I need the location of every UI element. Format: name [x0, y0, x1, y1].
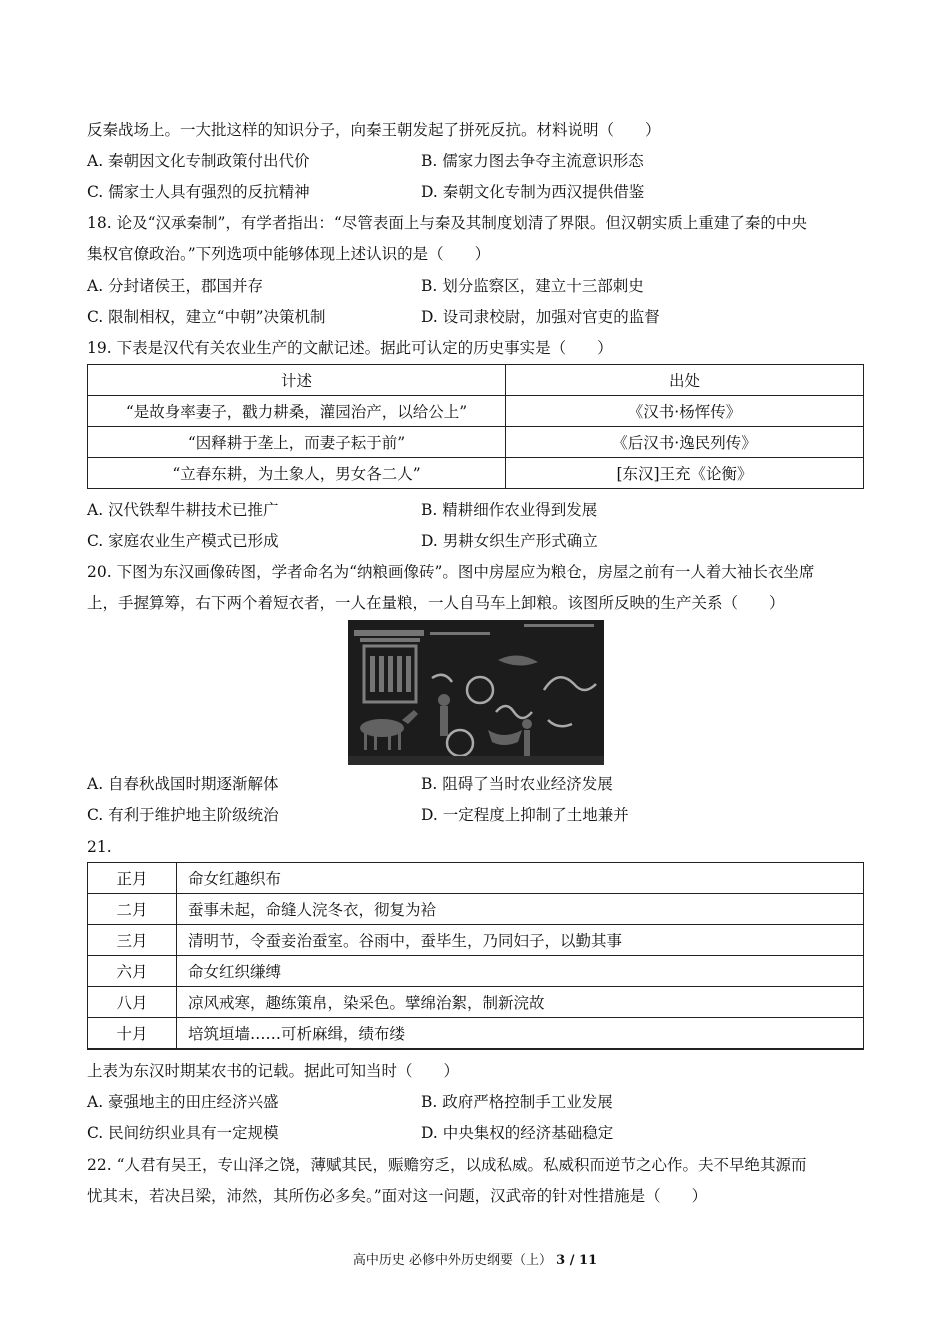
table-cell: 《汉书·杨恽传》	[506, 396, 864, 427]
q19-option-d: D. 男耕女织生产形式确立	[421, 532, 598, 550]
q21-option-c: C. 民间纺织业具有一定规模	[87, 1124, 279, 1142]
page-footer	[0, 1249, 950, 1268]
table-cell: “立春东耕，为土象人，男女各二人”	[88, 458, 506, 489]
q18-option-d: D. 设司隶校尉，加强对官吏的监督	[421, 308, 660, 326]
q18-option-b: B. 划分监察区，建立十三部刺史	[421, 277, 644, 295]
q19-option-c: C. 家庭农业生产模式已形成	[87, 532, 279, 550]
table-header: 计述	[88, 365, 506, 396]
table-cell-month: 二月	[88, 894, 177, 925]
table-row	[88, 956, 864, 987]
table-cell: [东汉]王充《论衡》	[506, 458, 864, 489]
table-cell-record: 凉风戒寒，趣练策帛，染采色。擘绵治絮，制新浣故	[177, 987, 864, 1018]
q17-option-b: B. 儒家力图去争夺主流意识形态	[421, 152, 644, 170]
q21-stem: 上表为东汉时期某农书的记载。据此可知当时（ ）	[87, 1062, 460, 1080]
footer-title: 高中历史 必修中外历史纲要（上）	[352, 1253, 553, 1268]
table-row	[88, 396, 864, 427]
q18-stem-line2: 集权官僚政治。”下列选项中能够体现上述认识的是（ ）	[87, 245, 491, 263]
q17-stem-tail: 反秦战场上。一大批这样的知识分子，向秦王朝发起了拼死反抗。材料说明（ ）	[87, 121, 661, 139]
table-cell-record: 清明节，令蚕妾治蚕室。谷雨中，蚕毕生，乃同妇子，以勤其事	[177, 925, 864, 956]
table-cell: “因释耕于垄上，而妻子耘于前”	[88, 427, 506, 458]
table-cell-record: 命女红织缣缚	[177, 956, 864, 987]
q20-option-d: D. 一定程度上抑制了土地兼并	[421, 806, 629, 824]
q22-stem-line1: 22. “人君有吴王，专山泽之饶，薄赋其民，赈赡穷乏，以成私威。私威积而逆节之心作。夫不早绝其源而	[87, 1156, 807, 1174]
q21-table	[87, 862, 864, 1050]
q17-option-d: D. 秦朝文化专制为西汉提供借鉴	[421, 183, 645, 201]
table-cell: “是故身率妻子，戳力耕桑，灌园治产，以给公上”	[88, 396, 506, 427]
q21-option-a: A. 豪强地主的田庄经济兴盛	[87, 1093, 279, 1111]
table-cell-month: 正月	[88, 863, 177, 894]
q18-option-c: C. 限制相权，建立“中朝”决策机制	[87, 308, 326, 326]
q19-table	[87, 364, 864, 489]
q18-stem-line1: 18. 论及“汉承秦制”，有学者指出：“尽管表面上与秦及其制度划清了界限。但汉朝实质上重建了秦的中央	[87, 214, 807, 232]
table-row	[88, 1018, 864, 1050]
q21-option-b: B. 政府严格控制手工业发展	[421, 1093, 613, 1111]
table-row	[88, 987, 864, 1018]
table-cell-month: 八月	[88, 987, 177, 1018]
table-cell-record: 命女红趣织布	[177, 863, 864, 894]
q20-option-c: C. 有利于维护地主阶级统治	[87, 806, 279, 824]
table-row	[88, 894, 864, 925]
table-row	[88, 925, 864, 956]
q19-option-b: B. 精耕细作农业得到发展	[421, 501, 598, 519]
q20-option-a: A. 自春秋战国时期逐渐解体	[87, 775, 279, 793]
grain-tribute-brick-image	[348, 620, 604, 765]
table-row	[88, 863, 864, 894]
table-cell-month: 六月	[88, 956, 177, 987]
q17-option-a: A. 秦朝因文化专制政策付出代价	[87, 152, 310, 170]
q17-option-c: C. 儒家士人具有强烈的反抗精神	[87, 183, 310, 201]
table-cell: 《后汉书·逸民列传》	[506, 427, 864, 458]
table-header-row	[88, 365, 864, 396]
table-row	[88, 427, 864, 458]
q21-option-d: D. 中央集权的经济基础稳定	[421, 1124, 614, 1142]
q20-option-b: B. 阻碍了当时农业经济发展	[421, 775, 613, 793]
q21-number: 21.	[87, 838, 112, 856]
q18-option-a: A. 分封诸侯王，郡国并存	[87, 277, 264, 295]
table-row	[88, 458, 864, 489]
q22-stem-line2: 忧其末，若决吕梁，沛然，其所伤必多矣。”面对这一问题，汉武帝的针对性措施是（ ）	[87, 1187, 708, 1205]
table-cell-month: 三月	[88, 925, 177, 956]
table-cell-month: 十月	[88, 1018, 177, 1050]
page-number: 3 / 11	[556, 1253, 598, 1268]
q20-stem-line2: 上，手握算筹，右下两个着短衣者，一人在量粮，一人自马车上卸粮。该图所反映的生产关系（ ）	[87, 594, 785, 612]
q19-stem: 19. 下表是汉代有关农业生产的文献记述。据此可认定的历史事实是（ ）	[87, 339, 613, 357]
q19-option-a: A. 汉代铁犁牛耕技术已推广	[87, 501, 279, 519]
table-header: 出处	[506, 365, 864, 396]
q20-stem-line1: 20. 下图为东汉画像砖图，学者命名为“纳粮画像砖”。图中房屋应为粮仓，房屋之前有一人着大袖长衣坐席	[87, 563, 815, 581]
table-cell-record: 培筑垣墙……可析麻缉，绩布缕	[177, 1018, 864, 1050]
table-cell-record: 蚕事未起，命缝人浣冬衣，彻复为袷	[177, 894, 864, 925]
